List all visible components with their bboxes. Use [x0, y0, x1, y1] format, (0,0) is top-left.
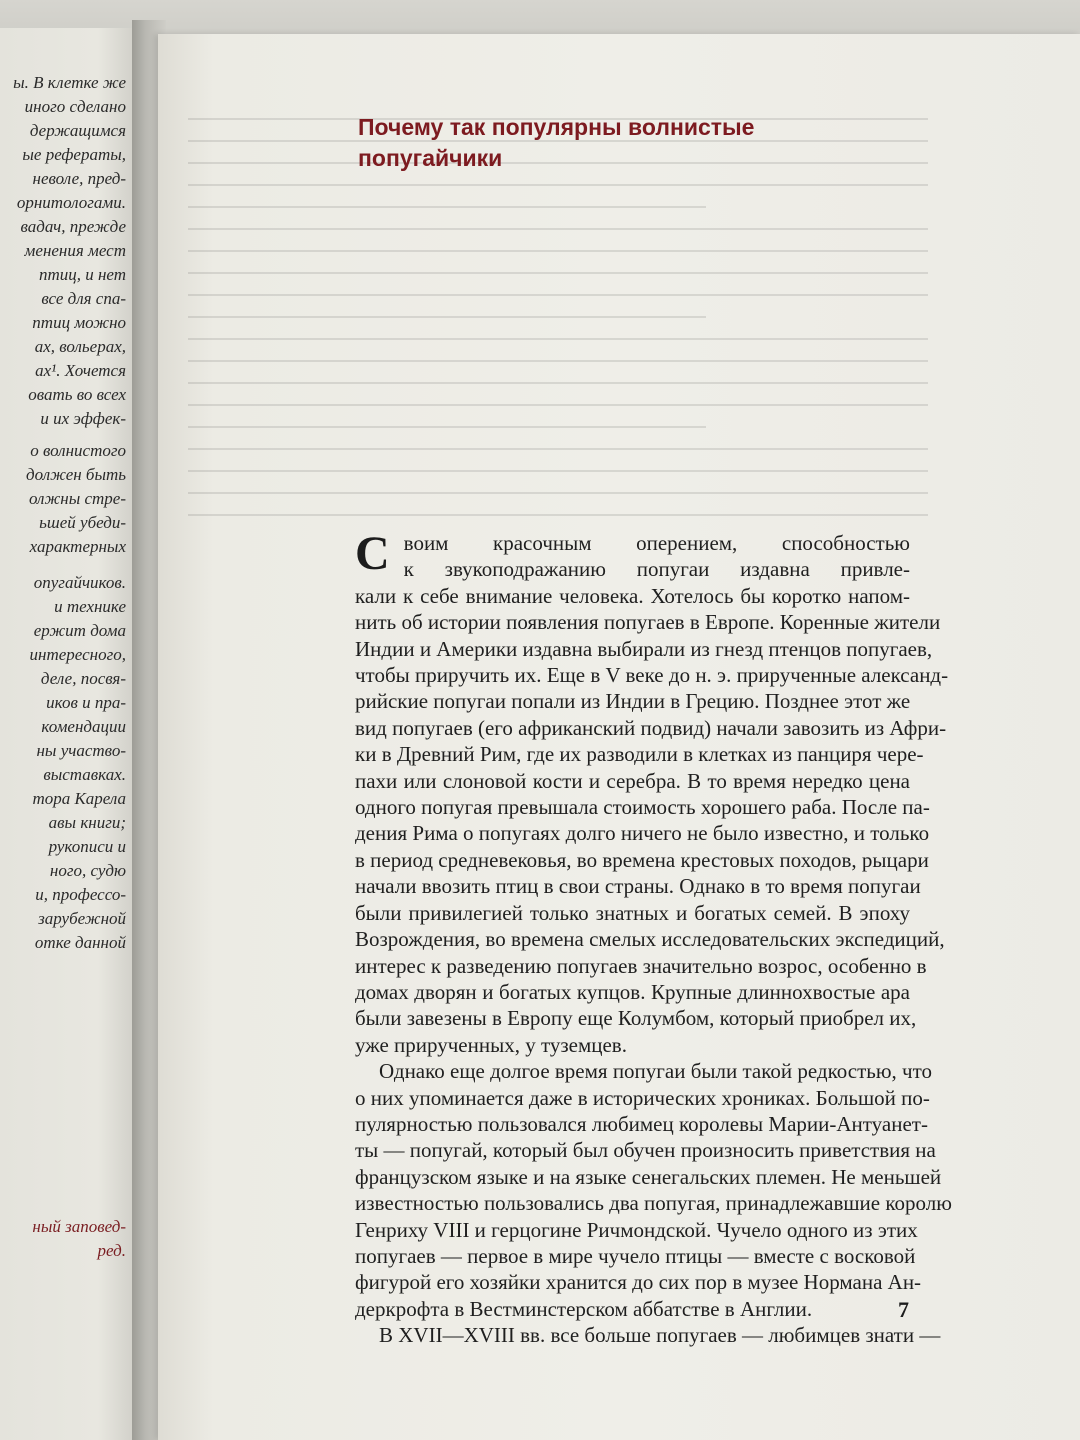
text-line: чтобы приручить их. Еще в V веке до н. э. прирученные александ-	[355, 663, 949, 688]
paragraph-1	[355, 527, 949, 1058]
previous-page-line: ны участво-	[36, 741, 126, 760]
text-line: пулярностью пользовался любимец королевы Марии-Антуанет-	[355, 1111, 928, 1136]
page-number: 7	[898, 1297, 909, 1322]
article-title-line: попугайчики	[358, 145, 503, 171]
article-title-line: Почему так популярны волнистые	[358, 114, 755, 140]
article-title	[358, 112, 878, 174]
previous-page-line: о волнистого	[30, 441, 126, 460]
text-line: французском языке и на языке сенегальских племен. Не меньшей	[355, 1164, 942, 1189]
previous-page-line: опугайчиков.	[33, 573, 126, 592]
text-line: Возрождения, во времена смелых исследовательских экспедиций,	[355, 927, 945, 952]
previous-page-line: менения мест	[24, 241, 126, 260]
previous-page-line: тора Карела	[32, 789, 126, 808]
bleed-through-text	[188, 118, 928, 538]
drop-cap: С	[355, 527, 390, 580]
bleed-through-line	[188, 514, 928, 516]
previous-page-line: и технике	[54, 597, 126, 616]
bleed-through-line	[188, 382, 928, 384]
text-line: ты — попугай, который был обучен произносить приветствия на	[355, 1138, 936, 1163]
bleed-through-line	[188, 338, 928, 340]
previous-page-line: выставках.	[43, 765, 126, 784]
previous-page-footnote: ред.	[97, 1241, 126, 1260]
previous-page-line: и, профессо-	[35, 885, 126, 904]
text-line: были привилегией только знатных и богатых семей. В эпоху	[355, 900, 910, 925]
previous-page-line: держащимся	[29, 121, 126, 140]
previous-page-line: рукописи и	[48, 837, 126, 856]
previous-page-line: все для спа-	[41, 289, 126, 308]
text-line: Индии и Америки издавна выбирали из гнезд птенцов попугаев,	[355, 636, 933, 661]
text-line: интерес к разведению попугаев значительно возрос, особенно в	[355, 953, 927, 978]
bleed-through-line	[188, 250, 928, 252]
previous-page-line: ержит дома	[33, 621, 126, 640]
text-line: о них упоминается даже в исторических хрониках. Большой по-	[355, 1085, 930, 1110]
bleed-through-line	[188, 206, 706, 208]
bleed-through-line	[188, 404, 928, 406]
previous-page-line: ы. В клетке же	[13, 73, 126, 92]
text-line: домах дворян и богатых купцов. Крупные длиннохвостые ара	[355, 979, 910, 1004]
text-line: были завезены в Европу еще Колумбом, который приобрел их,	[355, 1006, 917, 1031]
previous-page-line: овать во всех	[28, 385, 126, 404]
bleed-through-line	[188, 272, 928, 274]
bleed-through-line	[188, 448, 928, 450]
text-line: воим красочным оперением, способностью	[403, 531, 910, 555]
bleed-through-line	[188, 294, 928, 296]
bleed-through-line	[188, 492, 928, 494]
bleed-through-line	[188, 360, 928, 362]
text-line: деркрофта в Вестминстерском аббатстве в Англии.	[355, 1296, 813, 1321]
previous-page-line: птиц, и нет	[38, 265, 126, 284]
bleed-through-line	[188, 316, 706, 318]
text-line: кали к себе внимание человека. Хотелось бы коротко напом-	[355, 583, 910, 608]
previous-page-line: ьшей убеди-	[39, 513, 126, 532]
previous-page-line: зарубежной	[38, 909, 126, 928]
text-line: дения Рима о попугаях долго ничего не было известно, и только	[355, 821, 930, 846]
text-line: к звукоподражанию попугаи издавна привле-	[403, 557, 910, 582]
previous-page-line: отке данной	[34, 933, 126, 952]
text-line: ки в Древний Рим, где их разводили в клетках из панциря чере-	[355, 742, 924, 767]
text-line: рийские попугаи попали из Индии в Грецию. Позднее этот же	[355, 689, 911, 714]
previous-page-line: ые рефераты,	[22, 145, 126, 164]
previous-page-line: орнитологами.	[16, 193, 126, 212]
article-body	[355, 527, 952, 1349]
previous-page-line: олжны стре-	[28, 489, 126, 508]
bleed-through-line	[188, 470, 928, 472]
text-line: пахи или слоновой кости и серебра. В то время нередко цена	[355, 768, 910, 793]
previous-page-line: ах¹. Хочется	[35, 361, 126, 380]
bleed-through-line	[188, 184, 928, 186]
previous-page-line: ного, судю	[49, 861, 126, 880]
previous-page-line: деле, посвя-	[40, 669, 126, 688]
previous-page-line: птиц можно	[32, 313, 126, 332]
previous-page-line: авы книги;	[48, 813, 126, 832]
text-line: попугаев — первое в мире чучело птицы — вместе с восковой	[355, 1243, 916, 1268]
previous-page-line: иков и пра-	[46, 693, 126, 712]
text-line: в период средневековья, во времена крестовых походов, рыцари	[355, 847, 929, 872]
previous-page-line: вадач, прежде	[20, 217, 126, 236]
text-line: В XVII—XVIII вв. все больше попугаев — любимцев знати —	[379, 1323, 941, 1348]
text-line: Генриху VIII и герцогине Ричмондской. Чучело одного из этих	[355, 1217, 918, 1242]
previous-page-line: комендации	[41, 717, 126, 736]
text-line: уже прирученных, у туземцев.	[355, 1032, 627, 1057]
text-line: Однако еще долгое время попугаи были такой редкостью, что	[379, 1059, 932, 1084]
previous-page-footnote: ный заповед-	[32, 1217, 126, 1236]
bleed-through-line	[188, 426, 706, 428]
previous-page-line: характерных	[29, 537, 126, 556]
previous-page-line: и их эффек-	[40, 409, 126, 428]
text-line: вид попугаев (его африканский подвид) начали завозить из Афри-	[355, 715, 947, 740]
previous-page-line: неволе, пред-	[32, 169, 126, 188]
previous-page-line: интересного,	[29, 645, 126, 664]
bleed-through-line	[188, 228, 928, 230]
text-line: фигурой его хозяйки хранится до сих пор в музее Нормана Ан-	[355, 1270, 922, 1295]
previous-page	[0, 28, 140, 1440]
previous-page-line: иного сделано	[24, 97, 126, 116]
paragraph-3	[355, 1322, 941, 1348]
text-line: известностью пользовались два попугая, принадлежавшие королю	[355, 1191, 952, 1216]
text-line: начали ввозить птиц в свои страны. Однако в то время попугаи	[355, 874, 921, 899]
text-line: одного попугая превышала стоимость хорошего раба. После па-	[355, 795, 930, 820]
text-line: нить об истории появления попугаев в Европе. Коренные жители	[355, 610, 941, 635]
paragraph-2	[355, 1058, 952, 1322]
previous-page-line: ах, вольерах,	[34, 337, 126, 356]
previous-page-line: должен быть	[26, 465, 126, 484]
